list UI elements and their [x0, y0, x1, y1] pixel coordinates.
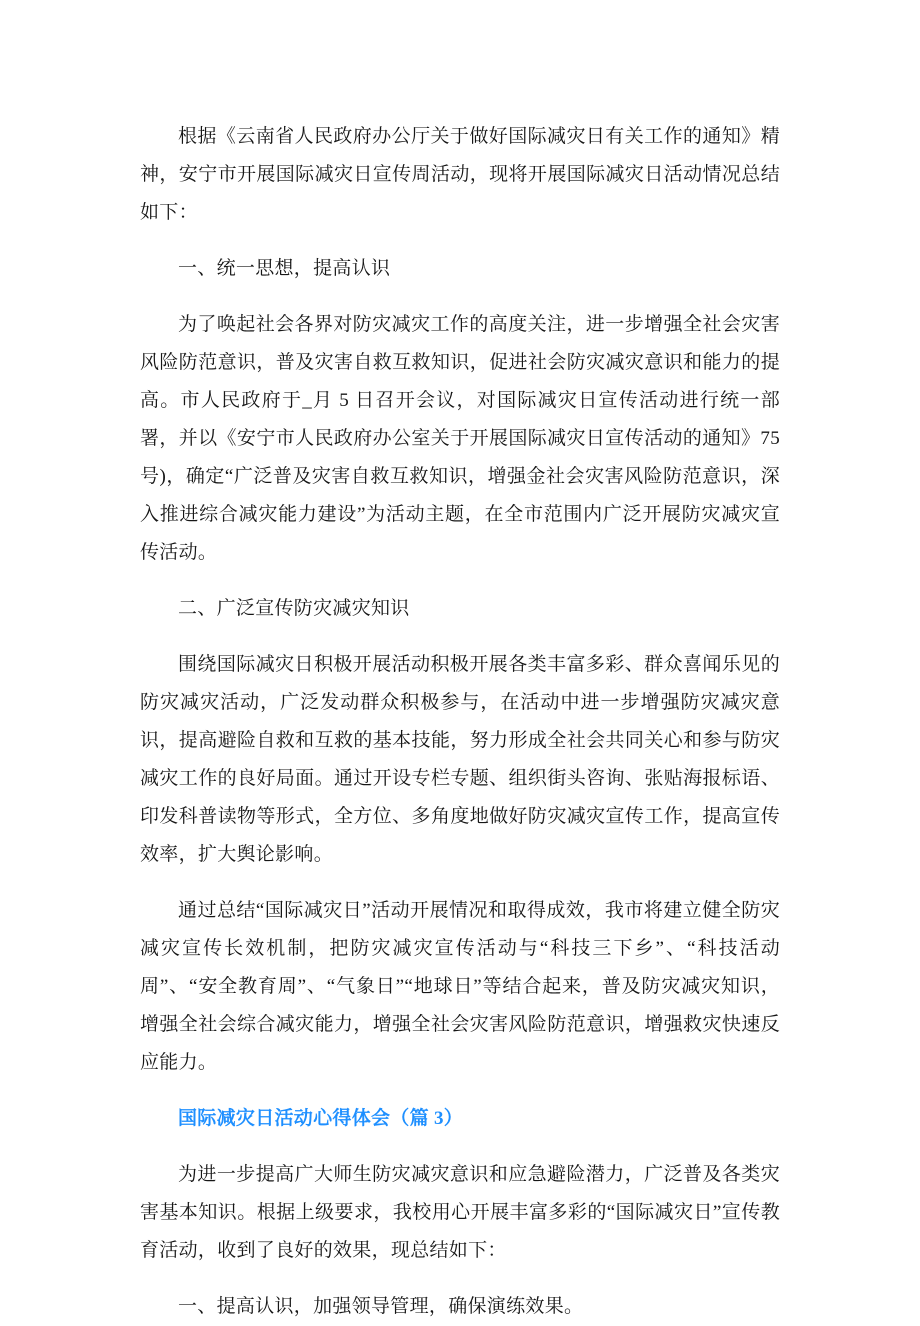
paragraph: 通过总结“国际减灾日”活动开展情况和取得成效，我市将建立健全防灾减灾宣传长效机制，把防灾减灾宣传活动与“科技三下乡”、“科技活动周”、“安全教育周”、“气象日”“地球日”等结合起来，普及防灾减灾知识，增强全社会综合减灾能力，增强全社会灾害风险防范意识，增强救灾快速反应能力。 — [140, 900, 780, 1073]
paragraph: 为进一步提高广大师生防灾减灾意识和应急避险潜力，广泛普及各类灾害基本知识。根据上级要求，我校用心开展丰富多彩的“国际减灾日”宣传教育活动，收到了良好的效果，现总结如下： — [140, 1164, 780, 1261]
paragraph: 二、广泛宣传防灾减灾知识 — [178, 598, 410, 619]
document-content — [140, 118, 780, 1326]
paragraph: 为了唤起社会各界对防灾减灾工作的高度关注，进一步增强全社会灾害风险防范意识，普及灾害自救互救知识，促进社会防灾减灾意识和能力的提高。市人民政府于_月 5 日召开会议，对国际减灾日宣传活动进行统一部署，并以《安宁市人民政府办公室关于开展国际减灾日宣传活动的通知》75 号)，确定“广泛普及灾害自救互救知识，增强金社会灾害风险防范意识，深入推进综合减灾能力建设”为活动主题，在全市范围内广泛开展防灾减灾宣传活动。 — [140, 314, 780, 563]
section-title: 国际减灾日活动心得体会（篇 3） — [178, 1108, 464, 1129]
paragraph: 根据《云南省人民政府办公厅关于做好国际减灾日有关工作的通知》精神，安宁市开展国际减灾日宣传周活动，现将开展国际减灾日活动情况总结如下： — [140, 126, 780, 223]
paragraph: 围绕国际减灾日积极开展活动积极开展各类丰富多彩、群众喜闻乐见的防灾减灾活动，广泛发动群众积极参与，在活动中进一步增强防灾减灾意识，提高避险自救和互救的基本技能，努力形成全社会共同关心和参与防灾减灾工作的良好局面。通过开设专栏专题、组织街头咨询、张贴海报标语、印发科普读物等形式，全方位、多角度地做好防灾减灾宣传工作，提高宣传效率，扩大舆论影响。 — [140, 654, 780, 865]
paragraph: 一、提高认识，加强领导管理，确保演练效果。 — [178, 1296, 584, 1317]
paragraph: 一、统一思想，提高认识 — [178, 258, 391, 279]
